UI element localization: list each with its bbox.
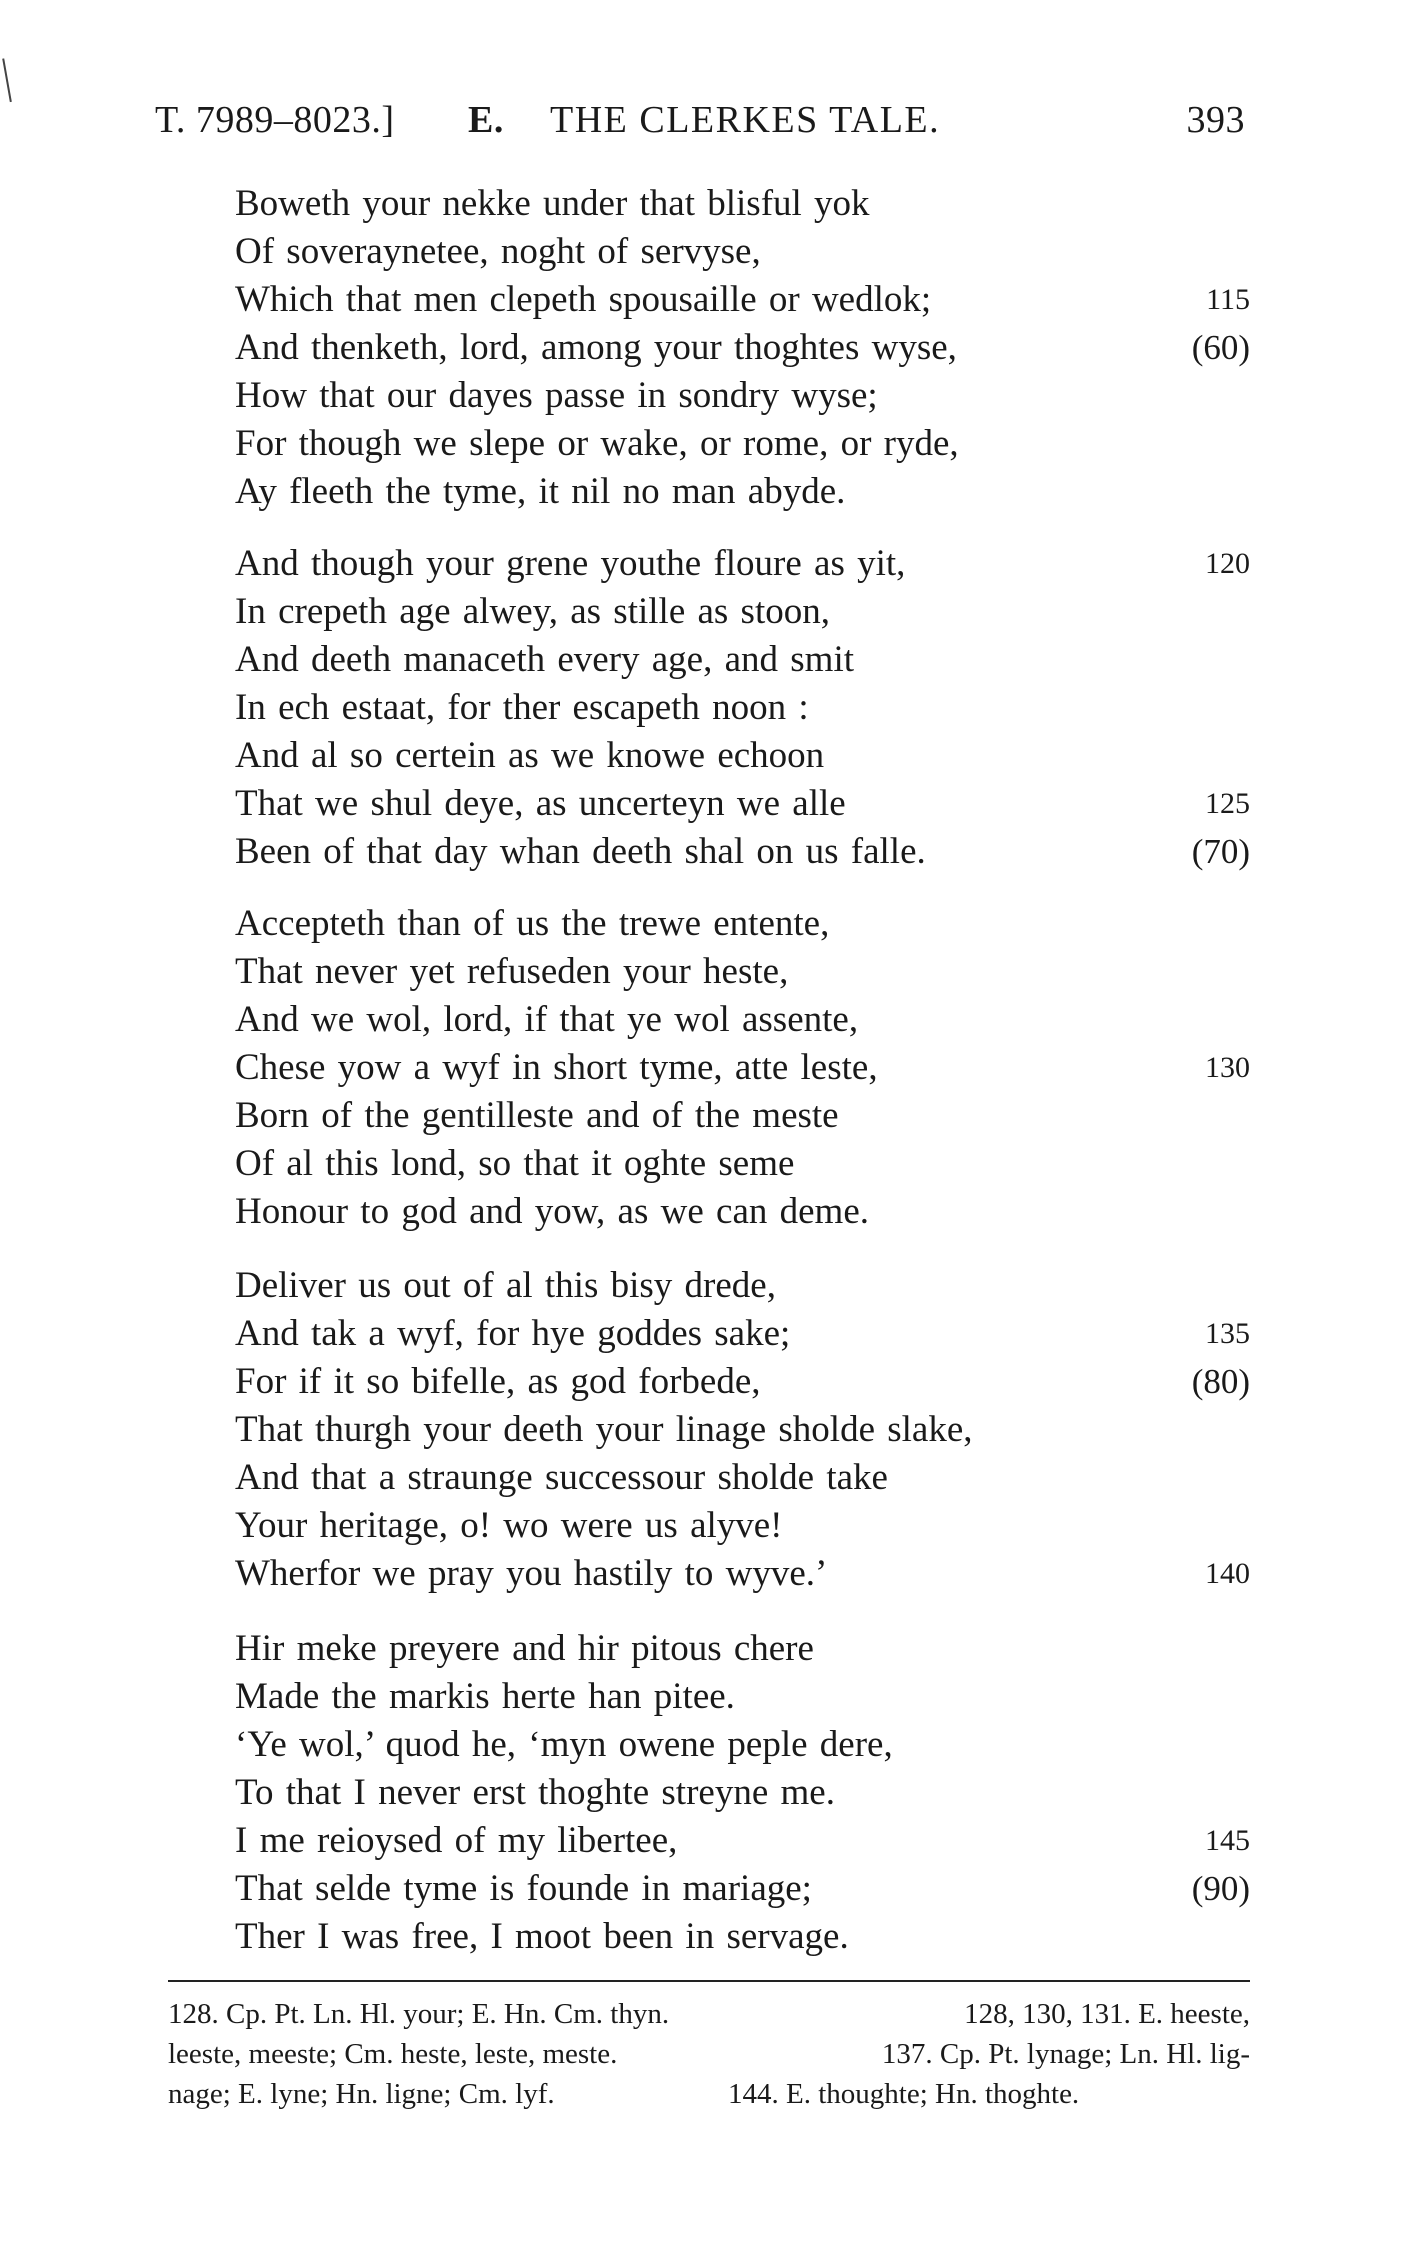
verse-text: Ay fleeth the tyme, it nil no man abyde. [235,471,846,512]
verse-text: In ech estaat, for ther escapeth noon : [235,687,809,728]
verse-text: Accepteth than of us the trewe entente, [235,903,830,944]
verse-text: Made the markis herte han pitee. [235,1676,735,1717]
footnote-text: nage; E. lyne; Hn. ligne; Cm. lyf. [168,2078,555,2110]
verse-line [235,1550,1250,1598]
verse-line [235,1502,1250,1550]
verse-line [235,1769,1250,1817]
verse-text: How that our dayes passe in sondry wyse; [235,375,878,416]
verse-text: Hir meke preyere and hir pitous chere [235,1628,814,1669]
verse-text: Chese yow a wyf in short tyme, atte leste, [235,1047,878,1088]
verse-line [235,828,1250,876]
verse-line [235,1406,1250,1454]
footnotes [168,1994,1250,2114]
line-number: 115 [1206,283,1250,316]
verse-line [235,1188,1250,1236]
verse-text: And tak a wyf, for hye goddes sake; [235,1313,791,1354]
line-number: (90) [1191,1869,1250,1908]
stanza [235,900,1250,1236]
verse-text: Deliver us out of al this bisy drede, [235,1265,776,1306]
verse-text: ‘Ye wol,’ quod he, ‘myn owene peple dere, [235,1724,893,1765]
verse-line [235,1865,1250,1913]
line-number: 135 [1205,1317,1250,1350]
line-number: (80) [1191,1362,1250,1401]
stanza [235,1262,1250,1598]
verse-text: Been of that day whan deeth shal on us falle. [235,831,926,872]
verse-text: Your heritage, o! wo were us alyve! [235,1505,783,1546]
stanza [235,1625,1250,1961]
verse-text: That never yet refuseden your heste, [235,951,789,992]
verse-line [235,540,1250,588]
verse-line [235,588,1250,636]
line-number: (70) [1191,832,1250,871]
page-number: 393 [1186,99,1245,141]
footnote-text: 128, 130, 131. E. heeste, [964,1998,1250,2030]
verse-text: Of al this lond, so that it oghte seme [235,1143,795,1184]
verse-line [235,1140,1250,1188]
footnote-text: 137. Cp. Pt. lynage; Ln. Hl. lig- [881,2038,1250,2070]
verse-text: That thurgh your deeth your linage sholde slake, [235,1409,973,1450]
stanza [235,180,1250,516]
header-title: THE CLERKES TALE. [550,99,941,141]
running-header [155,98,1245,152]
verse-text: And al so certein as we knowe echoon [235,735,825,776]
verse-text: Honour to god and yow, as we can deme. [235,1191,869,1232]
footnote-line [168,2074,1250,2114]
verse-line [235,1913,1250,1961]
verse-text: And thenketh, lord, among your thoghtes wyse, [235,327,957,368]
verse-line [235,228,1250,276]
verse-line [235,324,1250,372]
verse-line [235,636,1250,684]
verse-text: To that I never erst thoghte streyne me. [235,1772,835,1813]
verse-text: I me reioysed of my libertee, [235,1820,678,1861]
page-edge-mark [2,58,15,102]
verse-line [235,1310,1250,1358]
verse-line [235,1673,1250,1721]
verse-line [235,372,1250,420]
verse-line [235,180,1250,228]
verse-line [235,780,1250,828]
verse-text: Wherfor we pray you hastily to wyve.’ [235,1553,828,1594]
verse-text: That selde tyme is founde in mariage; [235,1868,812,1909]
verse-line [235,468,1250,516]
verse-line [235,900,1250,948]
verse-line [235,1817,1250,1865]
verse-text: And we wol, lord, if that ye wol assente, [235,999,859,1040]
verse-text: And though your grene youthe floure as yit, [235,543,906,584]
verse-line [235,420,1250,468]
line-number: 145 [1205,1824,1250,1857]
verse-text: Of soveraynetee, noght of servyse, [235,231,761,272]
verse-line [235,1454,1250,1502]
header-line-reference: T. 7989–8023.] [155,99,395,141]
verse-text: That we shul deye, as uncerteyn we alle [235,783,846,824]
footnote-line [168,2034,1250,2074]
verse-line [235,1262,1250,1310]
footnote-text: 128. Cp. Pt. Ln. Hl. your; E. Hn. Cm. thyn. [168,1998,670,2030]
line-number: 120 [1205,547,1250,580]
line-number: 140 [1205,1557,1250,1590]
verse-line [235,1092,1250,1140]
footnote-text: leeste, meeste; Cm. heste, leste, meste. [168,2038,618,2070]
verse-text: And deeth manaceth every age, and smit [235,639,855,680]
verse-line [235,948,1250,996]
verse-line [235,684,1250,732]
footnote-rule [168,1980,1250,1982]
verse-line [235,996,1250,1044]
verse-line [235,1044,1250,1092]
verse-text: For if it so bifelle, as god forbede, [235,1361,761,1402]
stanza [235,540,1250,876]
verse-line [235,1625,1250,1673]
verse-text: Boweth your nekke under that blisful yok [235,183,870,224]
verse-text: In crepeth age alwey, as stille as stoon, [235,591,830,632]
verse-text: Born of the gentilleste and of the meste [235,1095,839,1136]
footnote-line [168,1994,1250,2034]
verse-text: Ther I was free, I moot been in servage. [235,1916,849,1957]
verse-line [235,732,1250,780]
verse-text: For though we slepe or wake, or rome, or ryde, [235,423,959,464]
verse-line [235,1358,1250,1406]
line-number: 125 [1205,787,1250,820]
line-number: (60) [1191,328,1250,367]
verse-text: Which that men clepeth spousaille or wedlok; [235,279,932,320]
verse-line [235,276,1250,324]
verse-line [235,1721,1250,1769]
footnote-text: 144. E. thoughte; Hn. thoghte. [728,2078,1080,2110]
header-section-letter: E. [468,99,504,141]
verse-text: And that a straunge successour sholde take [235,1457,888,1498]
line-number: 130 [1205,1051,1250,1084]
